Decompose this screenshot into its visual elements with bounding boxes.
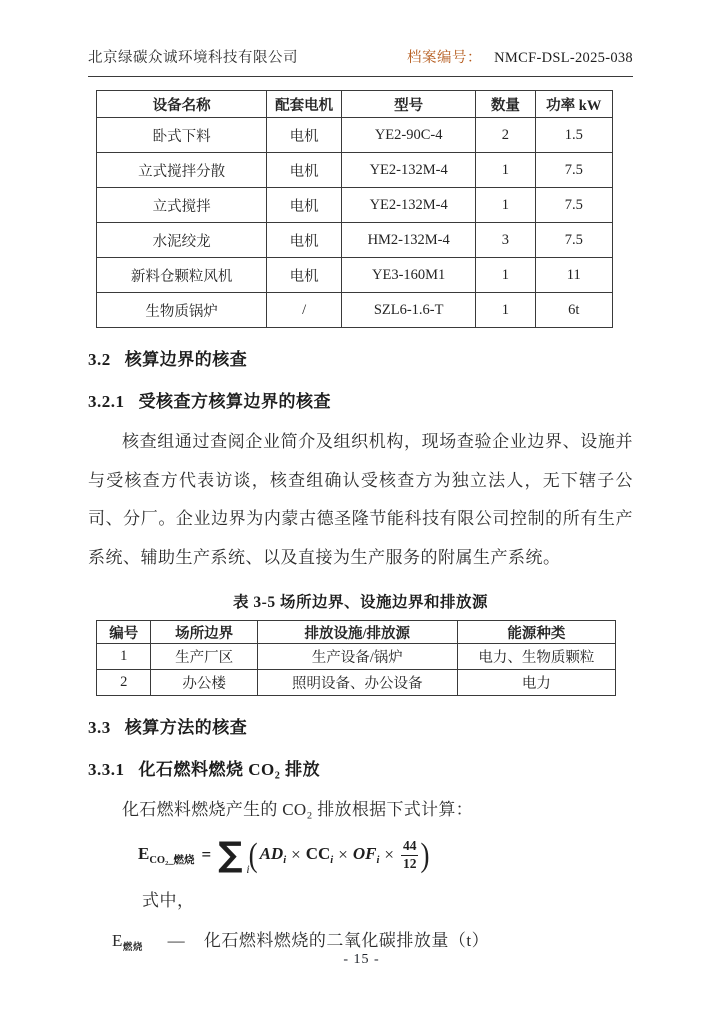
close-paren: ): [420, 835, 430, 874]
page-number: - 15 -: [343, 952, 380, 967]
fraction-44-12: $\frac{44}{12}$: [402, 838, 417, 871]
header-cell: 能源种类: [457, 621, 615, 644]
section-number: 3.3.1: [88, 760, 125, 779]
table-cell: 2: [476, 118, 535, 153]
symbol-E-combustion: $E_{燃烧}$: [112, 931, 143, 953]
table-cell: 3: [476, 223, 535, 258]
table-cell: 电力、生物质颗粒: [457, 644, 615, 670]
table-cell: 1: [476, 258, 535, 293]
where-intro: 式中，: [142, 891, 195, 910]
table-cell: 电力: [457, 670, 615, 696]
table-cell: 生产设备/锅炉: [257, 644, 457, 670]
table-cell: 1: [476, 293, 535, 328]
table-cell: 1: [97, 644, 151, 670]
section-number: 3.2.1: [88, 392, 125, 411]
table-cell: HM2-132M-4: [342, 223, 476, 258]
term-AD: $AD_i$: [259, 844, 287, 866]
table-cell: 电机: [267, 153, 342, 188]
table-cell: YE2-90C-4: [342, 118, 476, 153]
archive-number: NMCF-DSL-2025-038: [494, 50, 633, 66]
table-cell: 6t: [535, 293, 612, 328]
section-heading-3-2: [88, 345, 633, 370]
table-cell: 照明设备、办公设备: [257, 670, 457, 696]
header-cell: 排放设施/排放源: [257, 621, 457, 644]
header-cell: 功率 kW: [535, 91, 612, 118]
section-title: 核算方法的核查: [124, 718, 248, 737]
table-cell: 7.5: [535, 188, 612, 223]
section-number: 3.2: [88, 350, 111, 369]
section-number: 3.3: [88, 718, 111, 737]
section-title: 化石燃料燃烧 CO₂ 排放: [138, 760, 321, 779]
symbol-definition-line: [112, 926, 633, 953]
table-cell: 11: [535, 258, 612, 293]
section-heading-3-3: [88, 713, 633, 738]
table-row: [97, 258, 613, 293]
table-cell: 电机: [267, 258, 342, 293]
equipment-table: [96, 90, 613, 328]
table-cell: 1: [476, 153, 535, 188]
table-cell: SZL6-1.6-T: [342, 293, 476, 328]
symbol-description: 化石燃料燃烧的二氧化碳排放量（t）: [203, 931, 490, 950]
table-header-row: [97, 91, 613, 118]
section-title: 受核查方核算边界的核查: [138, 392, 331, 411]
formula-intro: 化石燃料燃烧产生的 CO₂ 排放根据下式计算：: [122, 800, 473, 819]
page-header: [88, 46, 633, 77]
table-row: [97, 223, 613, 258]
table-cell: YE2-132M-4: [342, 188, 476, 223]
header-cell: 设备名称: [97, 91, 267, 118]
header-cell: 数量: [476, 91, 535, 118]
table-cell: 水泥绞龙: [97, 223, 267, 258]
table-row: [97, 293, 613, 328]
table-cell: 新料仓颗粒风机: [97, 258, 267, 293]
multiply-sign: ×: [338, 845, 348, 864]
term-OF: $OF_i$: [352, 844, 380, 866]
table-cell: /: [267, 293, 342, 328]
multiply-sign: ×: [291, 845, 301, 864]
table-cell: 生产厂区: [151, 644, 257, 670]
formula-lhs: $E_{CO_2\_燃烧}$: [138, 843, 195, 866]
boundary-paragraph: 核查组通过查阅企业简介及组织机构，现场查验企业边界、设施并与受核查方代表访谈，核查组确认受核查方为独立法人，无下辖子公司、分厂。企业边界为内蒙古德圣隆节能科技有限公司控制的所有生产系统、辅助生产系统、以及直接为生产服务的附属生产系统。: [88, 432, 633, 567]
table-cell: 电机: [267, 188, 342, 223]
table-cell: YE3-160M1: [342, 258, 476, 293]
table-cell: YE2-132M-4: [342, 153, 476, 188]
table-cell: 电机: [267, 118, 342, 153]
archive-label: 档案编号：: [407, 50, 483, 66]
header-cell: 配套电机: [267, 91, 342, 118]
header-cell: 型号: [342, 91, 476, 118]
table-cell: 立式搅拌: [97, 188, 267, 223]
section-heading-3-2-1: [88, 387, 633, 412]
definition-dash: —: [167, 931, 186, 950]
table-cell: 办公楼: [151, 670, 257, 696]
table-cell: 生物质锅炉: [97, 293, 267, 328]
table-row: [97, 153, 613, 188]
section-title: 核算边界的核查: [124, 350, 248, 369]
table-row: [97, 644, 616, 670]
open-paren: (: [248, 835, 258, 874]
table-header-row: [97, 621, 616, 644]
table-3-5-caption: 表 3-5 场所边界、设施边界和排放源: [233, 594, 488, 611]
boundary-table: [96, 620, 616, 696]
table-cell: 7.5: [535, 223, 612, 258]
table-cell: 电机: [267, 223, 342, 258]
table-row: [97, 188, 613, 223]
summation-symbol: ∑ i: [218, 835, 250, 876]
table-row: [97, 670, 616, 696]
table-cell: 立式搅拌分散: [97, 153, 267, 188]
table-cell: 卧式下料: [97, 118, 267, 153]
equals-sign: =: [201, 845, 212, 864]
company-name: 北京绿碳众诚环境科技有限公司: [88, 50, 298, 66]
table-cell: 1: [476, 188, 535, 223]
multiply-sign: ×: [384, 845, 394, 864]
header-cell: 编号: [97, 621, 151, 644]
table-cell: 7.5: [535, 153, 612, 188]
header-cell: 场所边界: [151, 621, 257, 644]
table-cell: 2: [97, 670, 151, 696]
co2-combustion-formula: [138, 833, 633, 877]
section-heading-3-3-1: [88, 755, 633, 780]
table-cell: 1.5: [535, 118, 612, 153]
archive-number-block: [407, 46, 633, 67]
table-row: [97, 118, 613, 153]
term-CC: $CC_i$: [305, 844, 334, 866]
